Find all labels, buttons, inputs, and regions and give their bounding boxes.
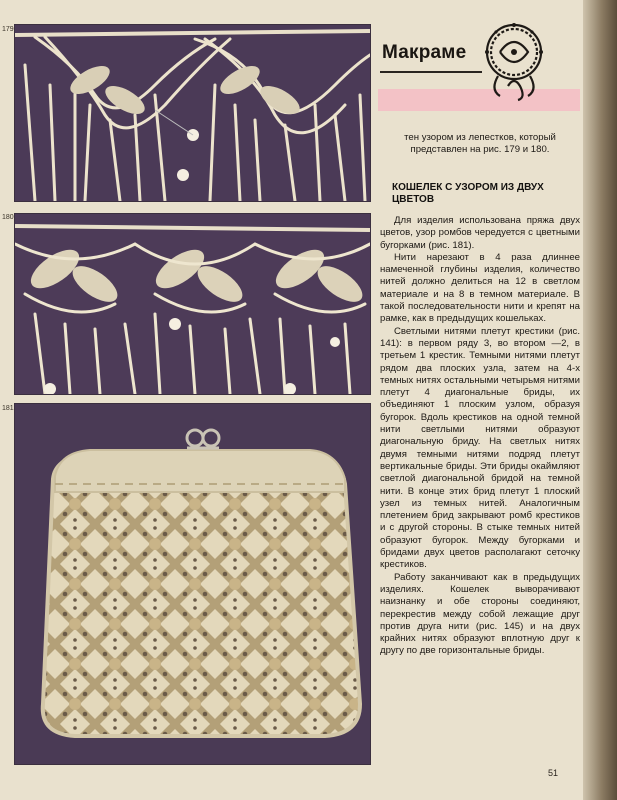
figure-number-180: 180	[2, 214, 14, 221]
article-body	[380, 215, 580, 658]
photo-figure-180	[14, 213, 371, 395]
paragraph-2: Нити нарезают в 4 раза длиннее намеченной глубины изделия, количество нитей должно делиться на 12 в светлом материале и на 8 в темном материале. В такой последовательности нити и крепят на рамке, как в предыдущих кошельках.	[380, 251, 580, 325]
page-number: 51	[548, 768, 559, 778]
title-underline	[380, 71, 482, 73]
paragraph-1: Для изделия использована пряжа двух цветов, узор ромбов чередуется с цветными бугорками (рис. 181).	[380, 215, 580, 251]
page-title: Макраме	[382, 42, 467, 63]
intro-text: тен узором из лепестков, который представлен на рис. 179 и 180.	[404, 132, 556, 156]
paragraph-4: Работу заканчивают как в предыдущих изделиях. Кошелек выворачивают наизнанку и обе стороны соединяют, перекрестив между собой лежащие друг против друга нити (рис. 145) и на двух крайних нитях образуют вплотную друг к другу по две горизонтальные бриды.	[380, 571, 580, 657]
page-edge-shadow	[583, 0, 617, 800]
intro-paragraph	[380, 132, 580, 157]
photo-figure-179	[14, 24, 371, 202]
figure-number-181: 181	[2, 405, 14, 412]
macrame-rope-logo-icon	[478, 16, 550, 107]
figure-number-179: 179	[2, 26, 14, 33]
section-heading: КОШЕЛЕК С УЗОРОМ ИЗ ДВУХ ЦВЕТОВ	[392, 182, 544, 205]
paragraph-3: Светлыми нитями плетут крестики (рис. 141): в первом ряду 3, во втором —2, в третьем 1 крестик. Темными нитями плетут рядом два плоских узла, затем на 4-х темных нитях остальными четырьмя нитями плетут 4 диагональные бриды, их объединяют 1 плоским узлом, образуя бугорок. Вдоль крестиков на одной темной нити светлыми нитями образуют диагональную бриду. На светлых нитях двумя темными нитями подряд плетут вертикальные бриды. Эти бриды окаймляют светлой диагональной бридой на темной нити. В конце этих брид плетут 1 плоский узел из темных нитей. Аналогичным плетением брид закрывают ромб крестиков и с другой стороны. В стыке темных нитей образуют бугорок. Между бугорками и бридами двух цветов располагают сеточку крестиков.	[380, 325, 580, 571]
photo-figure-181-purse	[14, 403, 371, 765]
